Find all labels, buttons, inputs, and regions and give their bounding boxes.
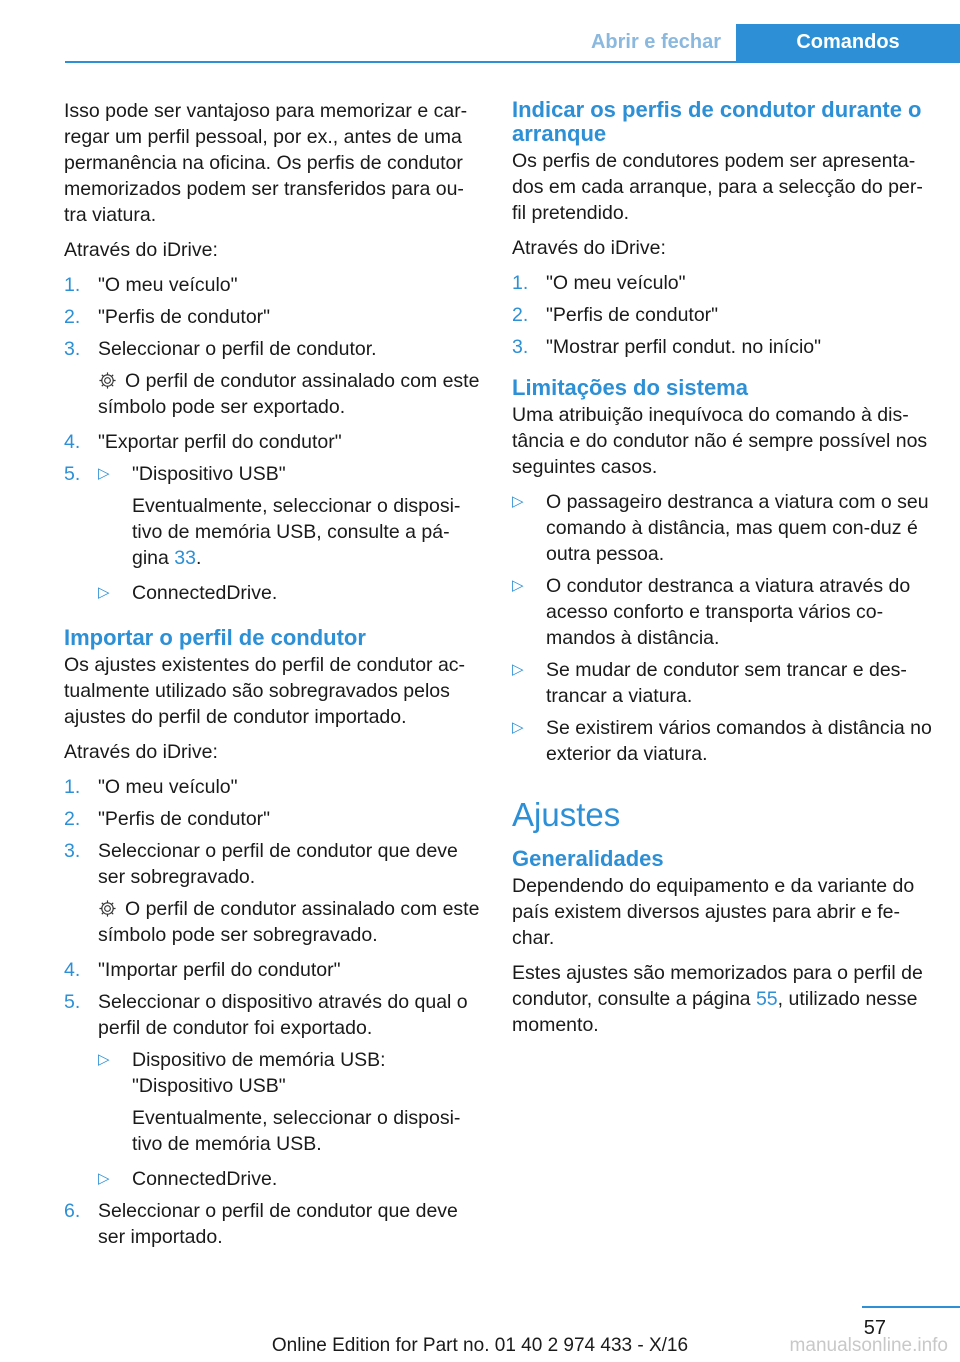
footer-rule xyxy=(862,1306,960,1308)
list-item: 1. "O meu veículo" xyxy=(64,776,238,798)
list-item: 6. Seleccionar o perfil de condutor que deve ser importado. xyxy=(64,1200,458,1248)
list-item: ▷ ConnectedDrive. xyxy=(98,1168,278,1190)
import-paragraph: Os ajustes existentes do perfil de condutor ac-tualmente utilizado são sobregravados pelos ajustes do perfil de condutor importado. xyxy=(64,654,466,728)
general-paragraph: Dependendo do equipamento e da variante do país existem diversos ajustes para abrir e fe-char. xyxy=(512,875,915,949)
list-item: 3. Seleccionar o perfil de condutor. xyxy=(64,338,377,360)
list-item: ▷ Se mudar de condutor sem trancar e des-trancar a viatura. xyxy=(512,659,907,707)
list-item: 5. Seleccionar o dispositivo através do qual o perfil de condutor foi exportado. xyxy=(64,991,468,1039)
section-heading-general: Generalidades xyxy=(512,846,664,871)
triangle-bullet-icon: ▷ xyxy=(512,719,524,736)
gear-icon xyxy=(98,899,117,918)
export-note: O perfil de condutor assinalado com este símbolo pode ser exportado. xyxy=(98,370,480,418)
triangle-bullet-icon: ▷ xyxy=(98,584,110,601)
list-item: 4. "Importar perfil do condutor" xyxy=(64,959,341,981)
list-item: ▷ Dispositivo de memória USB: "Dispositivo USB" xyxy=(98,1049,386,1097)
show-paragraph: Os perfis de condutores podem ser apresenta-dos em cada arranque, para a selecção do per-fil pretendido. xyxy=(512,150,923,224)
tab-comandos[interactable]: Comandos xyxy=(736,24,960,61)
list-item: ▷ O passageiro destranca a viatura com o seu comando à distância, mas quem con-duz é outra pessoa. xyxy=(512,491,929,565)
overwrite-note: O perfil de condutor assinalado com este símbolo pode ser sobregravado. xyxy=(98,898,480,946)
idrive-label: Através do iDrive: xyxy=(64,741,218,763)
list-item: 2. "Perfis de condutor" xyxy=(64,306,271,328)
list-item: ▷ Se existirem vários comandos à distância no exterior da viatura. xyxy=(512,717,932,765)
list-item: 5. ▷ "Dispositivo USB" xyxy=(64,463,286,485)
idrive-label: Através do iDrive: xyxy=(64,239,218,261)
list-item: 1. "O meu veículo" xyxy=(512,272,686,294)
watermark: manualsonline.info xyxy=(789,1335,948,1356)
section-heading-import: Importar o perfil de condutor xyxy=(64,625,366,650)
edition-footer: Online Edition for Part no. 01 40 2 974 433 - X/16 xyxy=(271,1335,689,1356)
list-item: 1. "O meu veículo" xyxy=(64,274,238,296)
header-rule xyxy=(65,61,960,63)
list-item: 4. "Exportar perfil do condutor" xyxy=(64,431,342,453)
list-item: 2. "Perfis de condutor" xyxy=(512,304,719,326)
left-column xyxy=(64,98,480,1256)
gear-icon xyxy=(98,371,117,390)
triangle-bullet-icon: ▷ xyxy=(98,1170,110,1187)
list-item: ▷ ConnectedDrive. xyxy=(98,582,278,604)
triangle-bullet-icon: ▷ xyxy=(512,661,524,678)
tab-abrir-e-fechar[interactable]: Abrir e fechar xyxy=(576,24,736,61)
section-heading-show-profiles: Indicar os perfis de condutor durante o arranque xyxy=(512,97,922,146)
section-heading-limits: Limitações do sistema xyxy=(512,375,748,400)
right-column xyxy=(512,98,932,1047)
limits-paragraph: Uma atribuição inequívoca do comando à dis-tância e do condutor não é sempre possível nos seguintes casos. xyxy=(512,404,928,478)
triangle-bullet-icon: ▷ xyxy=(98,465,110,482)
usb-note: Eventualmente, seleccionar o disposi-tivo de memória USB, consulte a pá-gina 33. xyxy=(132,495,461,569)
page-link-33[interactable]: 33 xyxy=(174,547,196,569)
memory-paragraph: Estes ajustes são memorizados para o perfil de condutor, consulte a página 55, utilizado nesse momento. xyxy=(512,962,923,1036)
list-item: 3. "Mostrar perfil condut. no início" xyxy=(512,336,822,358)
triangle-bullet-icon: ▷ xyxy=(98,1051,110,1068)
list-item: 3. Seleccionar o perfil de condutor que deve ser sobregravado. xyxy=(64,840,458,888)
chapter-heading-ajustes: Ajustes xyxy=(512,796,621,833)
idrive-label: Através do iDrive: xyxy=(512,237,666,259)
list-item: ▷ O condutor destranca a viatura através do acesso conforto e transporta vários co-mandos à distância. xyxy=(512,575,911,649)
page-number: 57 xyxy=(863,1317,886,1339)
triangle-bullet-icon: ▷ xyxy=(512,493,524,510)
triangle-bullet-icon: ▷ xyxy=(512,577,524,594)
intro-paragraph: Isso pode ser vantajoso para memorizar e car-regar um perfil pessoal, por ex., antes de uma permanência na oficina. Os perfis de condutor memorizados podem ser transferidos para ou-tra viatura. xyxy=(64,100,468,226)
page-link-55[interactable]: 55 xyxy=(755,988,778,1010)
usb-note: Eventualmente, seleccionar o disposi-tivo de memória USB. xyxy=(132,1107,461,1155)
list-item: 2. "Perfis de condutor" xyxy=(64,808,271,830)
